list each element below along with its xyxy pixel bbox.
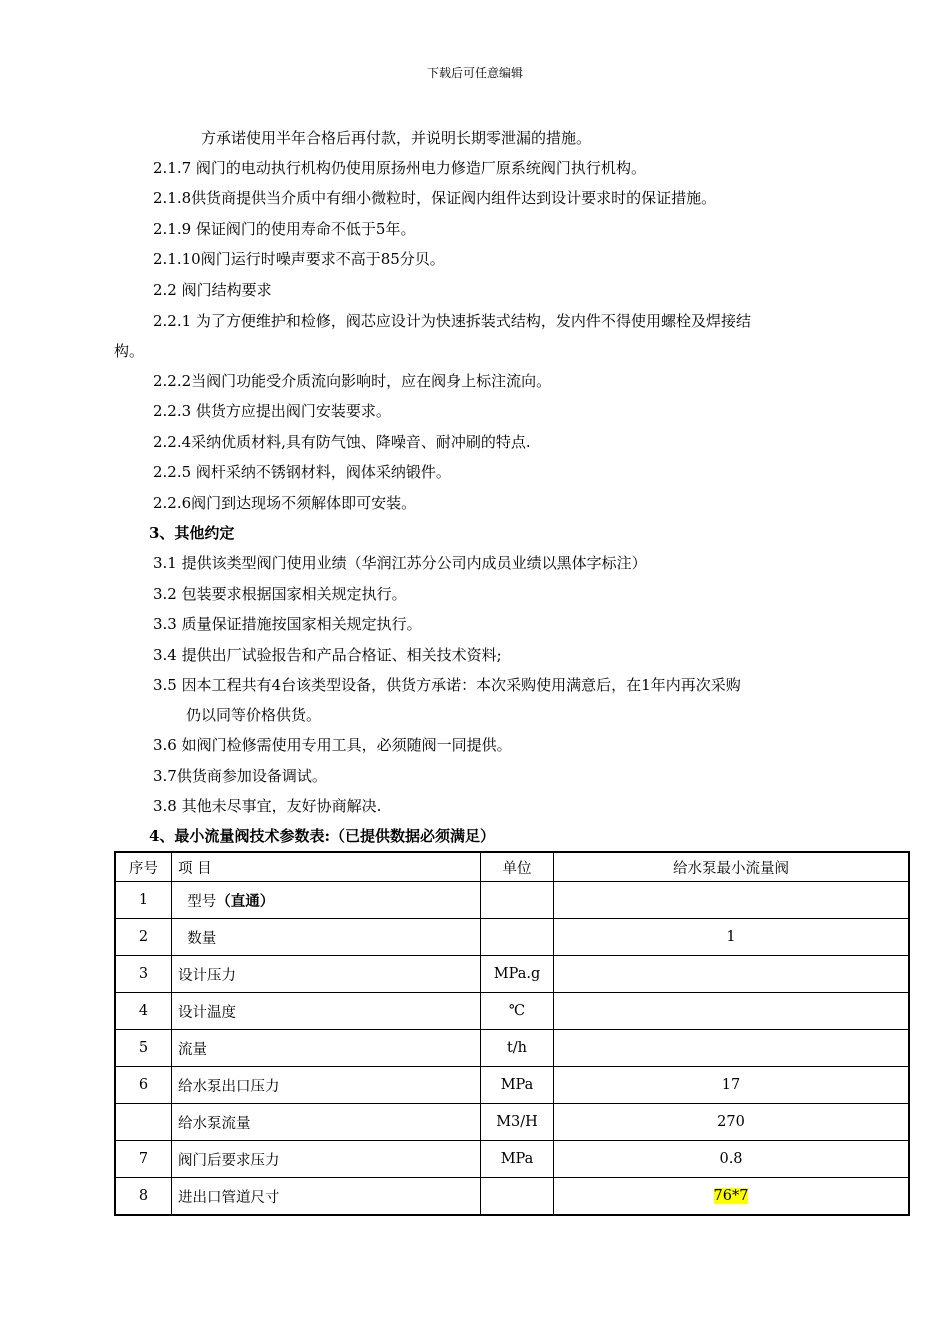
paragraph-line: 2.2.6阀门到达现场不须解体即可安装。 xyxy=(153,494,417,512)
table-row xyxy=(115,919,909,956)
table-row xyxy=(115,956,909,993)
paragraph-line: 2.2.3 供货方应提出阀门安装要求。 xyxy=(153,402,391,420)
paragraph-line: 2.2.4采纳优质材料,具有防气蚀、降噪音、耐冲刷的特点. xyxy=(153,433,531,451)
paragraph-line: 3.6 如阀门检修需使用专用工具，必须随阀一同提供。 xyxy=(153,736,512,754)
table-row xyxy=(115,1104,909,1141)
cell-item: 阀门后要求压力 xyxy=(172,1141,481,1178)
cell-value: 1 xyxy=(554,919,910,956)
cell-unit: M3/H xyxy=(481,1104,554,1141)
cell-item: 给水泵流量 xyxy=(172,1104,481,1141)
page-header: 下载后可任意编辑 xyxy=(426,66,523,80)
paragraph-line: 3.5 因本工程共有4台该类型设备，供货方承诺：本次采购使用满意后，在1年内再次采购 xyxy=(153,676,741,694)
cell-unit: t/h xyxy=(481,1030,554,1067)
cell-item-text: 型号 xyxy=(187,893,217,910)
cell-no: 1 xyxy=(115,882,172,919)
cell-value xyxy=(554,1178,910,1216)
cell-unit: MPa.g xyxy=(481,956,554,993)
paragraph-line: 2.2.2当阀门功能受介质流向影响时，应在阀身上标注流向。 xyxy=(153,372,552,390)
highlighted-value: 76*7 xyxy=(713,1188,749,1204)
table-row xyxy=(115,1067,909,1104)
cell-value xyxy=(554,882,910,919)
cell-no: 5 xyxy=(115,1030,172,1067)
cell-no xyxy=(115,1104,172,1141)
cell-item-text: 数量 xyxy=(187,930,217,947)
cell-item: 给水泵出口压力 xyxy=(172,1067,481,1104)
cell-unit: ℃ xyxy=(481,993,554,1030)
paragraph-line: 2.1.10阀门运行时噪声要求不高于85分贝。 xyxy=(153,250,445,268)
cell-unit xyxy=(481,919,554,956)
cell-item: 设计压力 xyxy=(172,956,481,993)
cell-no: 8 xyxy=(115,1178,172,1216)
cell-item-bold: （直通） xyxy=(216,892,275,910)
paragraph-line: 3.8 其他未尽事宜，友好协商解决. xyxy=(153,797,382,815)
paragraph-line: 构。 xyxy=(114,342,145,360)
table-row xyxy=(115,882,909,919)
paragraph-line: 2.1.7 阀门的电动执行机构仍使用原扬州电力修造厂原系统阀门执行机构。 xyxy=(153,159,646,177)
section-heading: 4、最小流量阀技术参数表:（已提供数据必须满足） xyxy=(149,827,495,845)
parameter-table xyxy=(114,851,910,1216)
section-heading: 3、其他约定 xyxy=(149,524,235,542)
cell-unit: MPa xyxy=(481,1067,554,1104)
header-item: 项 目 xyxy=(172,852,481,882)
cell-no: 7 xyxy=(115,1141,172,1178)
cell-unit xyxy=(481,1178,554,1216)
paragraph-line: 3.2 包装要求根据国家相关规定执行。 xyxy=(153,585,407,603)
paragraph-line: 3.4 提供出厂试验报告和产品合格证、相关技术资料; xyxy=(153,646,502,664)
cell-unit: MPa xyxy=(481,1141,554,1178)
cell-no: 4 xyxy=(115,993,172,1030)
cell-item xyxy=(172,919,481,956)
cell-no: 2 xyxy=(115,919,172,956)
cell-item: 设计温度 xyxy=(172,993,481,1030)
paragraph-line: 2.2.5 阀杆采纳不锈钢材料，阀体采纳锻件。 xyxy=(153,463,451,481)
cell-value: 270 xyxy=(554,1104,910,1141)
header-no: 序号 xyxy=(115,852,172,882)
cell-value xyxy=(554,1030,910,1067)
paragraph-line: 2.1.9 保证阀门的使用寿命不低于5年。 xyxy=(153,220,416,238)
table-row xyxy=(115,1030,909,1067)
table-row xyxy=(115,1141,909,1178)
paragraph-line: 2.2.1 为了方便维护和检修，阀芯应设计为快速拆装式结构，发内件不得使用螺栓及焊接结 xyxy=(153,312,751,330)
paragraph-line: 方承诺使用半年合格后再付款，并说明长期零泄漏的措施。 xyxy=(201,129,592,147)
table-row xyxy=(115,993,909,1030)
table-row xyxy=(115,1178,909,1216)
header-unit: 单位 xyxy=(481,852,554,882)
paragraph-line: 2.1.8供货商提供当介质中有细小微粒时，保证阀内组件达到设计要求时的保证措施。 xyxy=(153,189,717,207)
cell-value: 17 xyxy=(554,1067,910,1104)
section-heading: 2.2 阀门结构要求 xyxy=(153,281,272,299)
cell-value xyxy=(554,956,910,993)
table-header-row xyxy=(115,852,909,882)
cell-item xyxy=(172,882,481,919)
cell-no: 3 xyxy=(115,956,172,993)
paragraph-line: 仍以同等价格供货。 xyxy=(186,706,322,724)
paragraph-line: 3.1 提供该类型阀门使用业绩（华润江苏分公司内成员业绩以黑体字标注） xyxy=(153,554,647,572)
cell-item: 进出口管道尺寸 xyxy=(172,1178,481,1216)
cell-unit xyxy=(481,882,554,919)
cell-value: 0.8 xyxy=(554,1141,910,1178)
cell-no: 6 xyxy=(115,1067,172,1104)
header-value: 给水泵最小流量阀 xyxy=(554,852,910,882)
paragraph-line: 3.3 质量保证措施按国家相关规定执行。 xyxy=(153,615,422,633)
paragraph-line: 3.7供货商参加设备调试。 xyxy=(153,767,327,785)
cell-item: 流量 xyxy=(172,1030,481,1067)
cell-value xyxy=(554,993,910,1030)
